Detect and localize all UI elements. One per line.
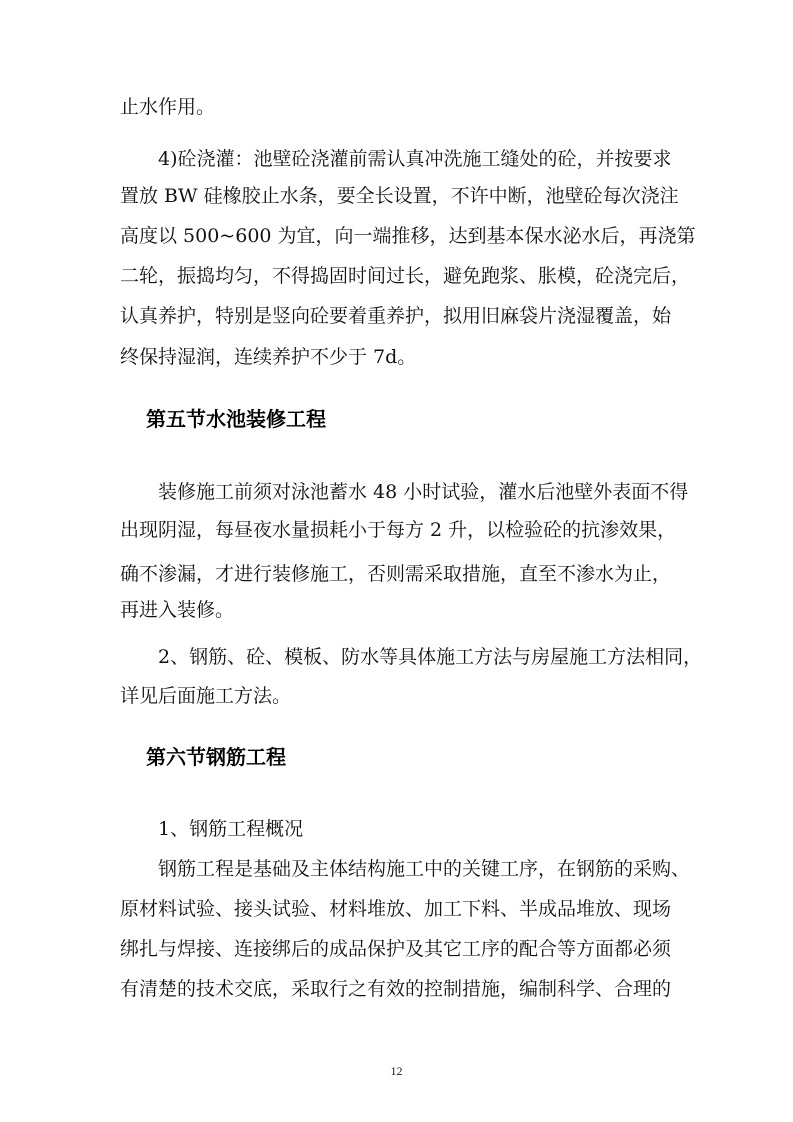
- body-line: 认真养护，特别是竖向砼要着重养护，拟用旧麻袋片浇湿覆盖，始: [120, 305, 672, 327]
- body-line: 二轮，振捣均匀，不得捣固时间过长，避免跑浆、胀模，砼浇完后，: [120, 265, 691, 287]
- body-line: 4)砼浇灌：池壁砼浇灌前需认真冲洗施工缝处的砼，并按要求: [158, 148, 672, 170]
- body-line: 有清楚的技术交底，采取行之有效的控制措施，编制科学、合理的: [120, 978, 672, 1000]
- body-line: 装修施工前须对泳池蓄水 48 小时试验，灌水后池壁外表面不得: [158, 481, 689, 503]
- page-number: 12: [390, 1064, 403, 1078]
- body-line: 原材料试验、接头试验、材料堆放、加工下料、半成品堆放、现场: [120, 898, 672, 920]
- body-line: 终保持湿润，连续养护不少于 7d。: [120, 346, 417, 368]
- section-heading: 第六节钢筋工程: [146, 745, 286, 769]
- body-line: 绑扎与焊接、连接绑后的成品保护及其它工序的配合等方面都必须: [120, 938, 672, 960]
- section-heading: 第五节水池装修工程: [146, 407, 326, 431]
- body-line: 1、钢筋工程概况: [158, 818, 304, 840]
- body-line: 再进入装修。: [120, 599, 235, 621]
- body-line: 出现阴湿，每昼夜水量损耗小于每方 2 升，以检验砼的抗渗效果，: [120, 519, 677, 541]
- body-line: 钢筋工程是基础及主体结构施工中的关键工序，在钢筋的采购、: [158, 858, 691, 880]
- body-line: 2、钢筋、砼、模板、防水等具体施工方法与房屋施工方法相同，: [158, 646, 703, 668]
- body-line: 置放 BW 硅橡胶止水条，要全长设置，不许中断，池壁砼每次浇注: [120, 185, 679, 207]
- body-line: 止水作用。: [120, 96, 216, 118]
- body-line: 详见后面施工方法。: [120, 685, 292, 707]
- body-line: 高度以 500~600 为宜，向一端推移，达到基本保水泌水后，再浇第: [120, 225, 696, 247]
- body-line: 确不渗漏，才进行装修施工，否则需采取措施，直至不渗水为止，: [120, 563, 672, 585]
